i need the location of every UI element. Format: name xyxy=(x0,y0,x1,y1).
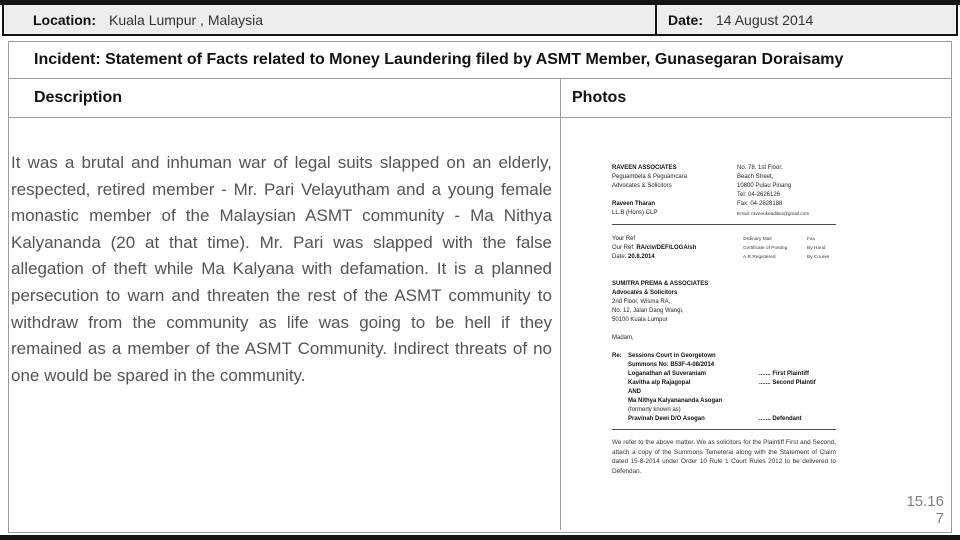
re-court-line: Sessions Court in Georgetown xyxy=(628,353,716,359)
location-cell xyxy=(4,5,657,34)
re-content xyxy=(628,352,836,424)
re-conjunction: AND xyxy=(628,389,641,395)
location-label: Location: xyxy=(33,11,96,28)
our-ref-line xyxy=(612,244,743,253)
party-name: Pravinah Dewi D/O Asogan xyxy=(628,416,705,422)
delivery-option: By Hand xyxy=(807,246,826,251)
location-value: Kuala Lumpur , Malaysia xyxy=(109,11,264,28)
title-row xyxy=(9,42,951,79)
delivery-option: Certificate of Posting xyxy=(743,246,788,251)
addressee-block xyxy=(612,280,836,325)
party-name: Kavitha a/p Rajagopal xyxy=(628,380,691,386)
letterhead-contact-block xyxy=(737,164,836,218)
letter-date-line xyxy=(612,253,743,262)
letterhead-credential: LL.B (Hons) CLP xyxy=(612,210,658,216)
re-section xyxy=(612,352,836,424)
reference-section xyxy=(612,235,836,262)
incident-table xyxy=(8,41,952,533)
addressee-name: SUMITRA PREMA & ASSOCIATES xyxy=(612,281,709,287)
delivery-option: A.R.Registered xyxy=(743,255,776,260)
letter-divider-rule xyxy=(612,429,836,430)
letterhead-phone-line: Tel: 04-2626126 xyxy=(737,192,781,198)
delivery-option: Ordinary Mail xyxy=(743,237,772,242)
addressee-address-line: 2nd Floor, Wisma RA, xyxy=(612,299,671,305)
letter-divider-rule xyxy=(612,224,836,225)
letter-date-label: Date: xyxy=(612,254,629,260)
meta-bar xyxy=(2,5,958,36)
slide-code: 15.16 xyxy=(906,493,944,510)
addressee-descriptor: Advocates & Solicitors xyxy=(612,290,678,296)
table-body-row xyxy=(9,118,951,530)
our-ref-label: Our Ref: xyxy=(612,245,637,251)
photos-header-label: Photos xyxy=(572,89,627,106)
date-value: 14 August 2014 xyxy=(716,11,814,28)
addressee-address-line: 50100 Kuala Lumpur xyxy=(612,317,668,323)
letterhead-spacer xyxy=(612,191,737,200)
re-party-line xyxy=(628,379,836,388)
delivery-column-2 xyxy=(807,235,830,262)
page-footer xyxy=(906,493,944,527)
letterhead-fax-line: Fax: 04-2628188 xyxy=(737,201,783,207)
letter-date-value: 20.8.2014 xyxy=(628,254,655,260)
party-role: ....... First Plaintiff xyxy=(759,371,810,377)
delivery-column-1 xyxy=(743,235,807,262)
re-label: Re: xyxy=(612,353,622,359)
reference-block xyxy=(612,235,743,262)
letterhead-firm-block xyxy=(612,164,737,218)
delivery-option: Fax xyxy=(807,237,815,242)
party-name: Ma Nithya Kalyanananda Asogan xyxy=(628,398,723,404)
page-number: 7 xyxy=(935,510,944,527)
addressee-address-line: No. 12, Jalan Dang Wangi, xyxy=(612,308,684,314)
party-role: ....... Defendant xyxy=(759,416,802,422)
our-ref-value: RA/civ/DEF/LOGA/sh xyxy=(636,245,697,251)
description-column-header xyxy=(9,79,561,117)
your-ref-line: Your Ref xyxy=(612,236,636,242)
letterhead-address-line: Beach Street, xyxy=(737,174,774,180)
description-cell xyxy=(9,118,561,530)
photos-cell xyxy=(561,118,951,530)
letterhead-email-line: Email: raveenkeadilan@gmail.com xyxy=(737,211,810,216)
photos-column-header xyxy=(561,79,951,117)
re-party-line xyxy=(628,370,836,379)
letterhead-address-line: No. 78, 1st Floor, xyxy=(737,165,783,171)
re-party-line xyxy=(628,415,836,424)
letterhead-firm-descriptor: Peguambela & Peguamcara xyxy=(612,174,688,180)
bottom-border-strip xyxy=(0,535,960,540)
letter-document xyxy=(612,164,836,476)
letterhead-address-line: 10800 Pulau Pinang xyxy=(737,183,792,189)
party-note: (formerly known as) xyxy=(628,407,681,413)
date-label: Date: xyxy=(668,11,704,28)
date-cell xyxy=(657,5,956,34)
delivery-option: By Courier xyxy=(807,255,830,260)
letterhead-firm-descriptor: Advocates & Solicitors xyxy=(612,183,672,189)
party-role: ....... Second Plaintif xyxy=(759,380,816,386)
salutation: Madam, xyxy=(612,335,634,341)
letterhead-person: Raveen Tharan xyxy=(612,201,656,207)
re-summons-line: Summons No: B53F-4-08/2014 xyxy=(628,362,715,368)
letterhead-firm-name: RAVEEN ASSOCIATES xyxy=(612,165,677,171)
incident-title: Incident: Statement of Facts related to Money Laundering filed by ASMT Member, Gunasegaran Doraisamy xyxy=(34,51,844,68)
description-header-label: Description xyxy=(34,89,123,106)
column-header-row xyxy=(9,79,951,118)
description-paragraph: It was a brutal and inhuman war of legal suits slapped on an elderly, respected, retired member - Mr. Pari Velayutham and a young female monastic member of the Malaysian ASMT community - Ma Nithya Kalyananda (20 at that time). Mr. Pari was slapped with the false allegation of theft while Ma Kalyana with defamation. It is a planned persecution to warn and threaten the rest of the ASMT community to withdraw from the community as life was going to be hell if they remained as a member of the ASMT Community. Indirect threats of no one would be spared in the community. xyxy=(11,153,552,385)
party-name: Loganathan a/l Suveraniam xyxy=(628,371,707,377)
delivery-options xyxy=(743,235,830,262)
letterhead xyxy=(612,164,836,218)
letter-body-paragraph: We refer to the above matter. We as solicitors for the Plaintiff First and Second, attach a copy of the Summons Temeterai along with the Statement of Claim dated 15-8-2014 under Order 10 Rule 1 Court Rules 2012 to be delivered to Defendan. xyxy=(612,439,836,475)
